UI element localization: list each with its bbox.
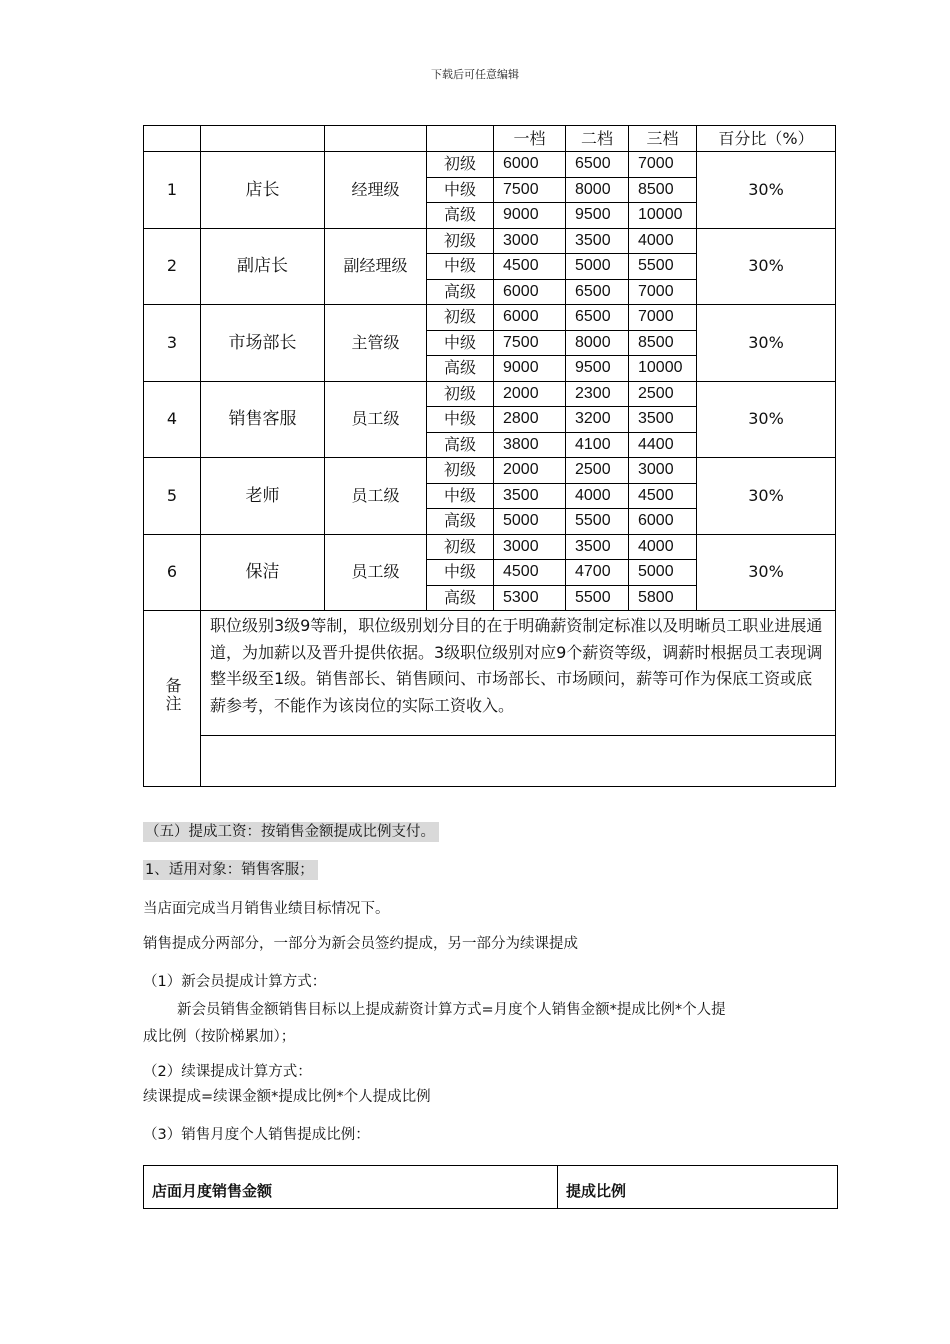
salary-value: 3500 [494,483,566,509]
grade-name: 员工级 [325,458,427,535]
salary-value: 2800 [494,407,566,433]
paragraph-applicable: 1、适用对象：销售客服； [143,858,318,879]
salary-value: 3000 [629,458,697,484]
percent-value: 30% [697,305,836,382]
salary-value: 5500 [566,585,629,611]
salary-value: 5500 [566,509,629,535]
salary-value: 4500 [494,560,566,586]
rate-header-ratio: 提成比例 [558,1166,838,1209]
paragraph-condition: 当店面完成当月销售业绩目标情况下。 [143,901,390,917]
salary-value: 3800 [494,432,566,458]
salary-value: 6000 [494,279,566,305]
position-name: 销售客服 [201,381,325,458]
salary-value: 3500 [566,228,629,254]
salary-value: 9000 [494,203,566,229]
salary-value: 4500 [629,483,697,509]
level-label: 中级 [427,407,494,433]
salary-value: 8500 [629,330,697,356]
column-header: 二档 [566,126,629,152]
level-label: 初级 [427,458,494,484]
salary-value: 10000 [629,203,697,229]
salary-value: 2500 [566,458,629,484]
table-row [144,1166,838,1209]
level-label: 中级 [427,254,494,280]
salary-value: 3000 [494,534,566,560]
salary-value: 3500 [566,534,629,560]
row-number: 4 [144,381,201,458]
paragraph-two-parts: 销售提成分两部分，一部分为新会员签约提成，另一部分为续课提成 [143,936,578,952]
salary-value: 3000 [494,228,566,254]
salary-value: 5000 [566,254,629,280]
salary-value: 6000 [494,152,566,178]
salary-value: 3500 [629,407,697,433]
page-header: 下载后可任意编辑 [431,68,519,81]
salary-value: 8000 [566,330,629,356]
salary-value: 6500 [566,279,629,305]
salary-value: 7000 [629,279,697,305]
paragraph-renewal-formula: 续课提成=续课金额*提成比例*个人提成比例 [143,1089,431,1105]
paragraph-new-member-formula-2: 成比例（按阶梯累加）； [143,1029,296,1045]
grade-name: 经理级 [325,152,427,229]
column-header [325,126,427,152]
level-label: 初级 [427,228,494,254]
grade-name: 副经理级 [325,228,427,305]
table-row [144,152,836,178]
note-label-cell [144,611,201,787]
level-label: 初级 [427,381,494,407]
table-header-row [144,126,836,152]
salary-value: 7000 [629,305,697,331]
column-header [201,126,325,152]
salary-value: 4000 [566,483,629,509]
salary-value: 8500 [629,177,697,203]
salary-value: 4700 [566,560,629,586]
level-label: 高级 [427,432,494,458]
salary-value: 9000 [494,356,566,382]
percent-value: 30% [697,458,836,535]
salary-value: 7000 [629,152,697,178]
row-number: 5 [144,458,201,535]
level-label: 中级 [427,483,494,509]
level-label: 高级 [427,509,494,535]
column-header [144,126,201,152]
grade-name: 员工级 [325,381,427,458]
percent-value: 30% [697,228,836,305]
table-row [144,305,836,331]
commission-rate-table [143,1165,838,1209]
salary-value: 7500 [494,177,566,203]
grade-name: 主管级 [325,305,427,382]
position-name: 市场部长 [201,305,325,382]
salary-value: 4100 [566,432,629,458]
row-number: 1 [144,152,201,229]
note-label: 备注 [163,677,182,713]
salary-value: 5000 [629,560,697,586]
position-name: 店长 [201,152,325,229]
table-row [144,458,836,484]
salary-value: 6500 [566,152,629,178]
row-number: 2 [144,228,201,305]
table-row [144,534,836,560]
empty-cell [201,736,836,787]
table-row [144,381,836,407]
position-name: 保洁 [201,534,325,611]
percent-value: 30% [697,534,836,611]
salary-value: 4400 [629,432,697,458]
salary-value: 5300 [494,585,566,611]
row-number: 3 [144,305,201,382]
salary-value: 6500 [566,305,629,331]
level-label: 高级 [427,279,494,305]
level-label: 中级 [427,177,494,203]
salary-grade-table [143,125,836,787]
level-label: 高级 [427,356,494,382]
grade-name: 员工级 [325,534,427,611]
salary-value: 2300 [566,381,629,407]
percent-value: 30% [697,152,836,229]
column-header: 百分比（%） [697,126,836,152]
salary-value: 4000 [629,228,697,254]
paragraph-new-member-title: （1）新会员提成计算方式： [143,974,327,990]
salary-value: 2000 [494,381,566,407]
salary-value: 7500 [494,330,566,356]
level-label: 中级 [427,330,494,356]
level-label: 初级 [427,534,494,560]
salary-value: 8000 [566,177,629,203]
level-label: 初级 [427,152,494,178]
percent-value: 30% [697,381,836,458]
rate-header-amount: 店面月度销售金额 [144,1166,558,1209]
salary-value: 4000 [629,534,697,560]
position-name: 副店长 [201,228,325,305]
salary-value: 4500 [494,254,566,280]
salary-value: 2500 [629,381,697,407]
note-text: 职位级别3级9等制，职位级别划分目的在于明确薪资制定标准以及明晰员工职业进展通道，为加薪以及晋升提供依据。3级职位级别对应9个薪资等级，调薪时根据员工表现调整半级至1级。销售部长、销售顾问、市场部长、市场顾问，薪等可作为保底工资或底薪参考，不能作为该岗位的实际工资收入。 [201,611,836,736]
paragraph-renewal-title: （2）续课提成计算方式： [143,1064,312,1080]
salary-value: 5500 [629,254,697,280]
paragraph-ratio-title: （3）销售月度个人销售提成比例： [143,1127,370,1143]
salary-value: 9500 [566,203,629,229]
position-name: 老师 [201,458,325,535]
salary-value: 10000 [629,356,697,382]
column-header: 三档 [629,126,697,152]
salary-value: 3200 [566,407,629,433]
salary-value: 6000 [494,305,566,331]
salary-value: 5000 [494,509,566,535]
salary-value: 2000 [494,458,566,484]
note-empty-row [144,736,836,787]
level-label: 高级 [427,585,494,611]
section-title: （五）提成工资：按销售金额提成比例支付。 [143,820,439,841]
salary-value: 5800 [629,585,697,611]
salary-value: 9500 [566,356,629,382]
level-label: 初级 [427,305,494,331]
row-number: 6 [144,534,201,611]
table-row [144,228,836,254]
column-header [427,126,494,152]
salary-value: 6000 [629,509,697,535]
level-label: 中级 [427,560,494,586]
level-label: 高级 [427,203,494,229]
paragraph-new-member-formula-1: 新会员销售金额销售目标以上提成薪资计算方式=月度个人销售金额*提成比例*个人提 [177,1002,726,1018]
column-header: 一档 [494,126,566,152]
note-row [144,611,836,736]
